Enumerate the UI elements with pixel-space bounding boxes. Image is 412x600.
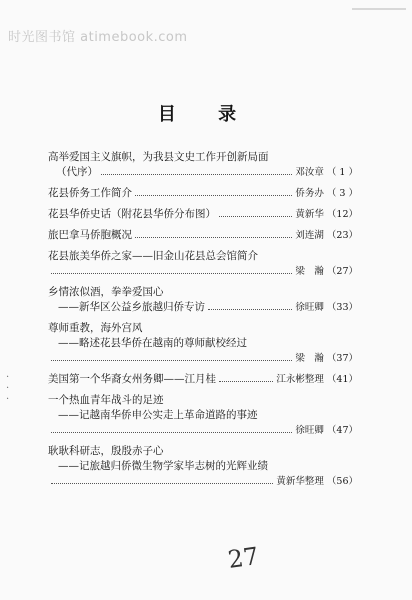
entry-page: （ 1 ） bbox=[326, 167, 358, 178]
entry-page: （41） bbox=[326, 374, 358, 385]
watermark: 时光图书馆 atimebook.com bbox=[8, 30, 188, 45]
dot-leader bbox=[219, 216, 292, 217]
entry-author: 梁 瀚 bbox=[295, 353, 324, 364]
toc-entry[interactable] bbox=[48, 228, 358, 243]
entry-page: （56） bbox=[326, 476, 358, 487]
entry-author: 江永彬整理 bbox=[276, 374, 324, 385]
entry-author: 徐旺卿 bbox=[295, 302, 324, 313]
entry-title: 一个热血青年战斗的足迹 bbox=[48, 394, 164, 406]
dot-leader bbox=[101, 174, 292, 175]
handwritten-page-number: 27 bbox=[226, 542, 261, 574]
entry-title: 美国第一个华裔女州务卿——江月桂 bbox=[48, 373, 216, 385]
entry-subtitle: ——新华区公益乡旅越归侨专访 bbox=[58, 301, 205, 313]
toc-entry[interactable] bbox=[48, 186, 358, 201]
dot-leader bbox=[51, 360, 292, 361]
entry-title: 高举爱国主义旗帜，为我县文史工作开创新局面 bbox=[48, 151, 269, 163]
entry-author: 邓汝章 bbox=[295, 167, 324, 178]
toc-entry[interactable] bbox=[48, 207, 358, 222]
entry-title: 花县华侨史话（附花县华侨分布图） bbox=[48, 208, 216, 220]
entry-subtitle: ——略述花县华侨在越南的尊师献校经过 bbox=[58, 337, 247, 349]
toc-entry[interactable] bbox=[48, 372, 358, 387]
entry-subtitle: ——记旅越归侨微生物学家毕志树的光辉业绩 bbox=[58, 460, 268, 472]
entry-author: 侨务办 bbox=[295, 188, 324, 199]
entry-author: 黄新华 bbox=[295, 209, 324, 220]
entry-title: 花县侨务工作简介 bbox=[48, 187, 132, 199]
dot-leader bbox=[51, 273, 292, 274]
toc-entry[interactable] bbox=[48, 393, 358, 438]
entry-page: （27） bbox=[326, 266, 358, 277]
top-edge-rule bbox=[352, 8, 406, 10]
entry-page: （37） bbox=[326, 353, 358, 364]
toc-entry[interactable] bbox=[48, 444, 358, 489]
dot-leader bbox=[135, 237, 292, 238]
entry-page: （47） bbox=[326, 425, 358, 436]
entry-page: （ 3 ） bbox=[326, 188, 358, 199]
entry-title: 耿耿科研志，殷殷赤子心 bbox=[48, 445, 164, 457]
page-title: 目 录 bbox=[157, 104, 255, 125]
entry-title: 旅巴拿马侨胞概况 bbox=[48, 229, 132, 241]
dot-leader bbox=[51, 483, 273, 484]
entry-subtitle: （代序） bbox=[56, 166, 98, 178]
dot-leader bbox=[135, 195, 292, 196]
entry-title: 乡情浓似酒，拳拳爱国心 bbox=[48, 286, 164, 298]
entry-page: （33） bbox=[326, 302, 358, 313]
toc-entry[interactable] bbox=[48, 321, 358, 366]
entry-subtitle: ——记越南华侨申公实走上革命道路的事迹 bbox=[58, 409, 258, 421]
dot-leader bbox=[208, 309, 292, 310]
entry-author: 刘连湖 bbox=[295, 230, 324, 241]
entry-title: 花县旅美华侨之家——旧金山花县总会馆简介 bbox=[48, 250, 258, 262]
table-of-contents bbox=[48, 150, 358, 489]
margin-mark: · · · bbox=[6, 372, 10, 405]
entry-page: （12） bbox=[326, 209, 358, 220]
dot-leader bbox=[219, 381, 273, 382]
toc-entry[interactable] bbox=[48, 285, 358, 315]
entry-title: 尊师重教，海外宫风 bbox=[48, 322, 143, 334]
entry-author: 梁 瀚 bbox=[295, 266, 324, 277]
entry-author: 黄新华整理 bbox=[276, 476, 324, 487]
toc-entry[interactable] bbox=[48, 249, 358, 279]
dot-leader bbox=[51, 432, 292, 433]
entry-page: （23） bbox=[326, 230, 358, 241]
toc-entry[interactable] bbox=[48, 150, 358, 180]
entry-author: 徐旺卿 bbox=[295, 425, 324, 436]
